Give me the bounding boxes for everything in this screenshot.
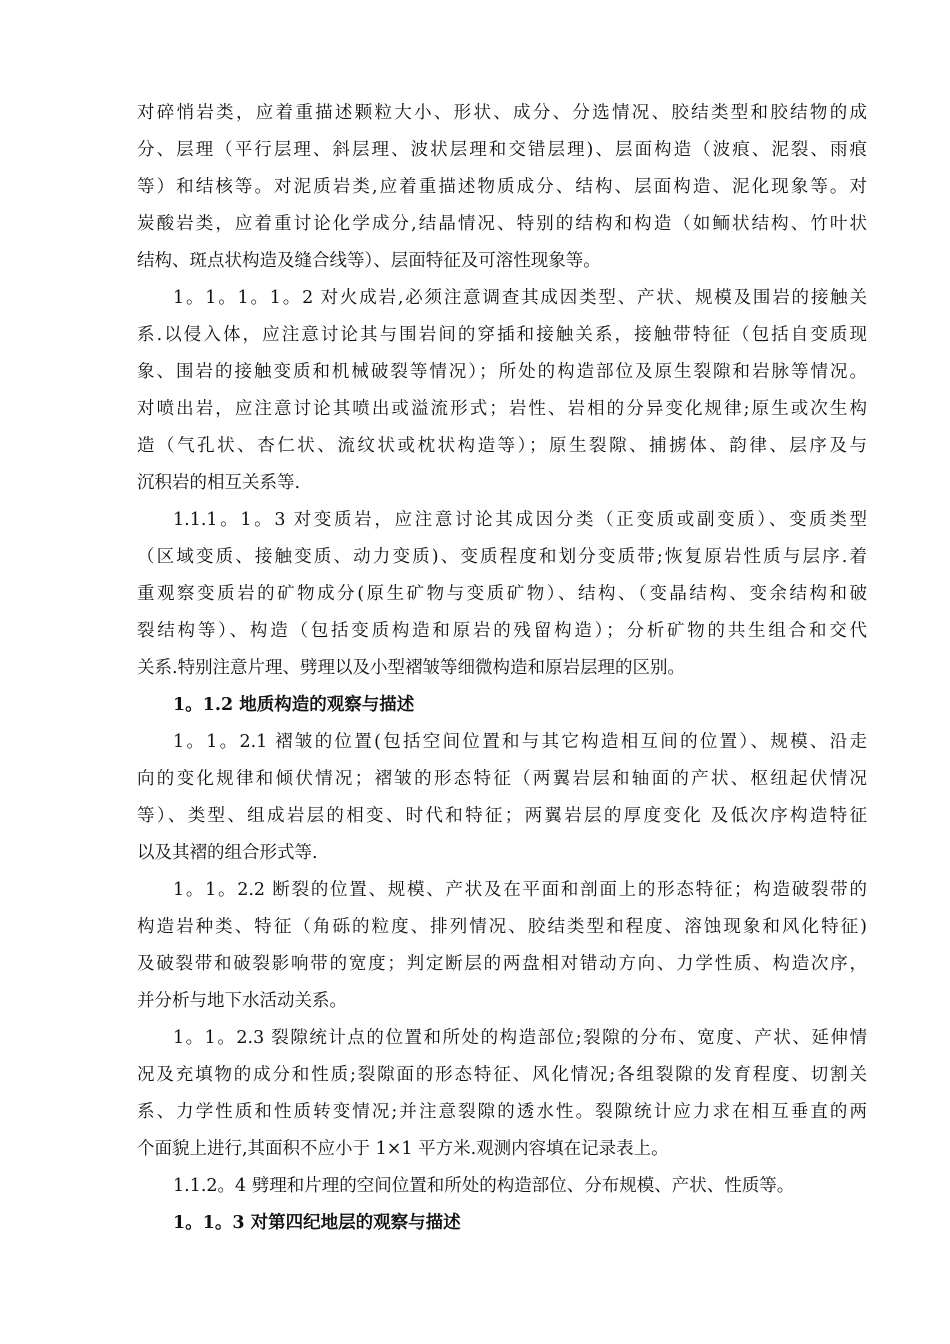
paragraph-line: 炭酸岩类，应着重讨论化学成分,结晶情况、特别的结构和构造（如鲕状结构、竹叶状 bbox=[137, 214, 867, 234]
paragraph-line: 及破裂带和破裂影响带的宽度；判定断层的两盘相对错动方向、力学性质、构造次序， bbox=[137, 954, 867, 974]
paragraph-line: 向的变化规律和倾伏情况；褶皱的形态特征（两翼岩层和轴面的产状、枢纽起伏情况 bbox=[137, 769, 867, 789]
paragraph-line: 结构、斑点状构造及缝合线等）、层面特征及可溶性现象等。 bbox=[137, 251, 601, 271]
paragraph-line: 关系.特别注意片理、劈理以及小型褶皱等细微构造和原岩层理的区别。 bbox=[137, 658, 686, 678]
paragraph-line: 况及充填物的成分和性质;裂隙面的形态特征、风化情况;各组裂隙的发育程度、切割关 bbox=[137, 1065, 867, 1085]
paragraph-line: 构造岩种类、特征（角砾的粒度、排列情况、胶结类型和程度、溶蚀现象和风化特征) bbox=[137, 917, 867, 937]
paragraph-line: 等）、类型、组成岩层的相变、时代和特征；两翼岩层的厚度变化 及低次序构造特征 bbox=[137, 806, 867, 826]
paragraph-line: 1。1。2.2 断裂的位置、规模、产状及在平面和剖面上的形态特征；构造破裂带的 bbox=[173, 880, 867, 900]
paragraph-line: 象、围岩的接触变质和机械破裂等情况）；所处的构造部位及原生裂隙和岩脉等情况。 bbox=[137, 362, 867, 382]
section-heading: 1。1.2 地质构造的观察与描述 bbox=[173, 695, 415, 715]
paragraph-line: 系、力学性质和性质转变情况;并注意裂隙的透水性。裂隙统计应力求在相互垂直的两 bbox=[137, 1102, 867, 1122]
paragraph-line: 并分析与地下水活动关系。 bbox=[137, 991, 347, 1011]
paragraph-line: 沉积岩的相互关系等. bbox=[137, 473, 301, 493]
paragraph-line: 重观察变质岩的矿物成分(原生矿物与变质矿物）、结构、（变晶结构、变余结构和破 bbox=[137, 584, 867, 604]
paragraph-line: 1.1.2。4 劈理和片理的空间位置和所处的构造部位、分布规模、产状、性质等。 bbox=[173, 1176, 795, 1196]
paragraph-line: 系.以侵入体，应注意讨论其与围岩间的穿插和接触关系，接触带特征（包括自变质现 bbox=[137, 325, 867, 345]
paragraph-line: 1.1.1。1。3 对变质岩，应注意讨论其成因分类（正变质或副变质）、变质类型 bbox=[173, 510, 867, 530]
paragraph-line: 以及其褶的组合形式等. bbox=[137, 843, 318, 863]
paragraph-line: 对喷出岩，应注意讨论其喷出或溢流形式；岩性、岩相的分异变化规律;原生或次生构 bbox=[137, 399, 867, 419]
paragraph-line: 造（气孔状、杏仁状、流纹状或枕状构造等）；原生裂隙、捕掳体、韵律、层序及与 bbox=[137, 436, 867, 456]
document-page bbox=[137, 95, 867, 1242]
paragraph-line: 个面貌上进行,其面积不应小于 1×1 平方米.观测内容填在记录表上。 bbox=[137, 1139, 669, 1159]
section-heading: 1。1。3 对第四纪地层的观察与描述 bbox=[173, 1213, 461, 1233]
paragraph-line: 1。1。2.3 裂隙统计点的位置和所处的构造部位;裂隙的分布、宽度、产状、延伸情 bbox=[173, 1028, 867, 1048]
paragraph-line: 1。1。2.1 褶皱的位置(包括空间位置和与其它构造相互间的位置）、规模、沿走 bbox=[173, 732, 867, 752]
paragraph-line: 分、层理（平行层理、斜层理、波状层理和交错层理)、层面构造（波痕、泥裂、雨痕 bbox=[137, 140, 867, 160]
paragraph-line: 对碎悄岩类，应着重描述颗粒大小、形状、成分、分选情况、胶结类型和胶结物的成 bbox=[137, 103, 867, 123]
paragraph-line: 等）和结核等。对泥质岩类,应着重描述物质成分、结构、层面构造、泥化现象等。对 bbox=[137, 177, 867, 197]
paragraph-line: 裂结构等）、构造（包括变质构造和原岩的残留构造）；分析矿物的共生组合和交代 bbox=[137, 621, 867, 641]
paragraph-line: （区域变质、接触变质、动力变质)、变质程度和划分变质带;恢复原岩性质与层序.着 bbox=[137, 547, 867, 567]
paragraph-line: 1。1。1。1。2 对火成岩,必须注意调查其成因类型、产状、规模及围岩的接触关 bbox=[173, 288, 867, 308]
